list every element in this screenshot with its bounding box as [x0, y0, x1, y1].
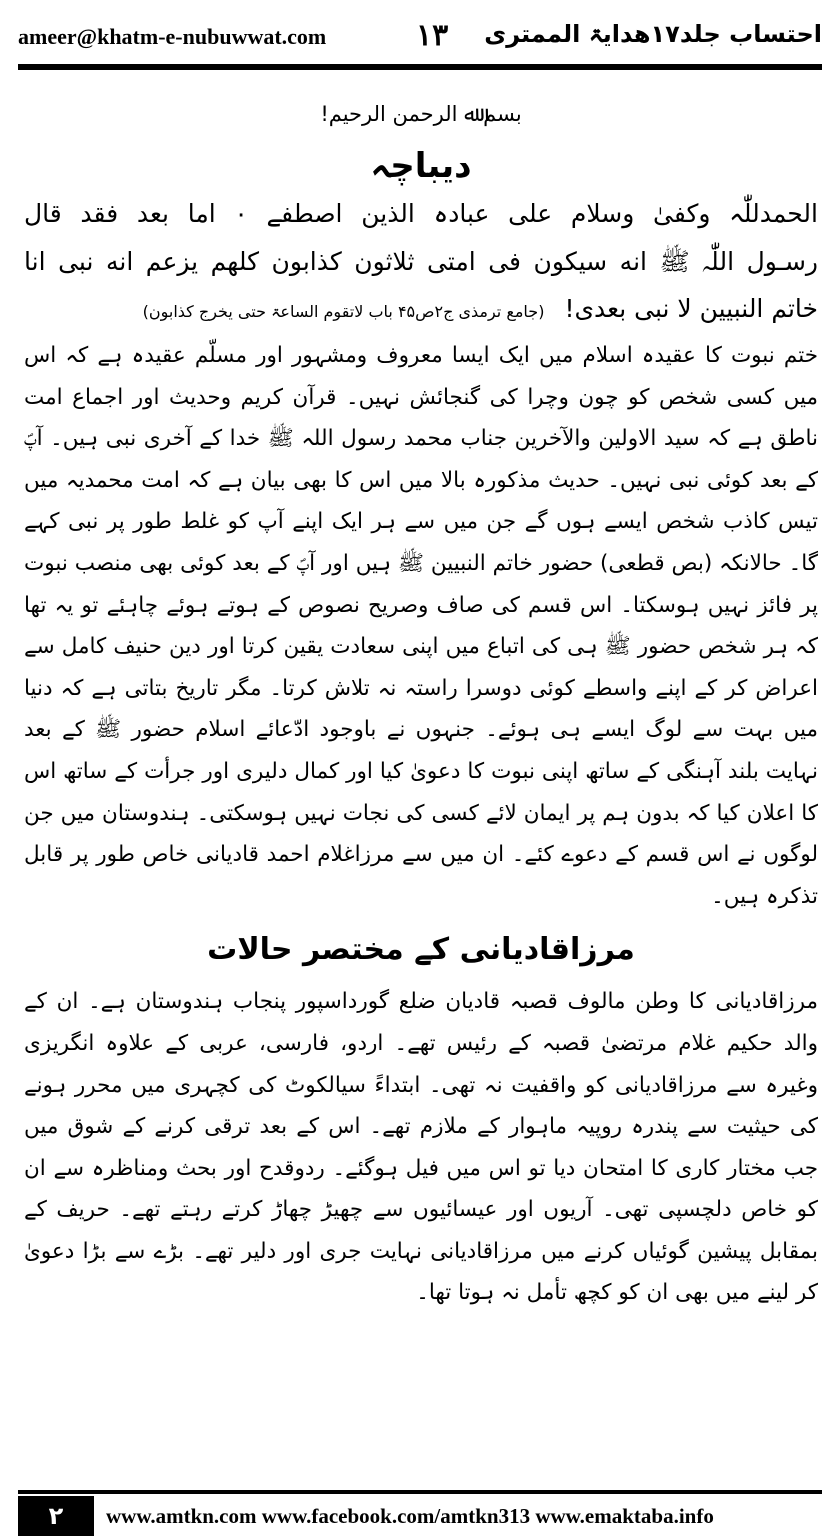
footer-rule: [18, 1490, 822, 1494]
page-title: دیباچہ: [370, 146, 472, 186]
section-subtitle: مرزاقادیانی کے مختصر حالات: [207, 932, 635, 968]
header-book-title: احتساب جلد۱۷ھدایۃ الممتری: [484, 20, 822, 48]
arabic-line-3: [24, 286, 818, 335]
hadith-reference: (جامع ترمذی ج۲ص۴۵ باب لاتقوم الساعۃ حتی یخرج کذابون): [142, 302, 545, 321]
paragraph-khatm-e-nubuwwat: ختم نبوت کا عقیدہ اسلام میں ایک ایسا معروف ومشہور اور مسلّم عقیدہ ہے کہ اس میں کسی شخص کو چون وچرا کی گنجائش نہیں۔ قرآن کریم وحدیث اور اجماع امت ناطق ہے کہ سید الاولین والآخرین جناب محمد رسول اللہ ﷺ خدا کے آخری نبی ہیں۔ آپؐ کے بعد کوئی نبی نہیں۔ حدیث مذکورہ بالا میں اس کا بھی بیان ہے کہ امت محمدیہ میں تیس کاذب شخص ایسے ہوں گے جن میں سے ہر ایک اپنے آپ کو غلط طور پر نبی کہے گا۔ حالانکہ (بص قطعی) حضور خاتم النبیین ﷺ ہیں اور آپؐ کے بعد کوئی بھی منصب نبوت پر فائز نہیں ہوسکتا۔ اس قسم کی صاف وصریح نصوص کے ہوتے ہوئے چاہئے تو یہ تھا کہ ہر شخص حضور ﷺ ہی کی اتباع میں اپنی سعادت یقین کرتا اور دین حنیف کامل سے اعراض کر کے اپنے واسطے کوئی دوسرا راستہ نہ تلاش کرتا۔ مگر تاریخ بتاتی ہے کہ دنیا میں بہت سے لوگ ایسے ہی ہوئے۔ جنہوں نے باوجود ادّعائے اسلام حضور ﷺ کے بعد نہایت بلند آہنگی کے ساتھ اپنی نبوت کا دعویٰ کیا اور کمال دلیری اور جرأت کے ساتھ اس کا اعلان کیا کہ بدون ہم پر ایمان لائے کسی کی نجات نہیں ہوسکتی۔ ہندوستان میں جن لوگوں نے اس قسم کے دعوے کئے۔ ان میں سے مرزاغلام احمد قادیانی خاص طور پر قابل تذکرہ ہیں۔: [24, 343, 818, 909]
paragraph-mirza-biography: مرزاقادیانی کا وطن مالوف قصبہ قادیان ضلع گورداسپور پنجاب ہندوستان ہے۔ ان کے والد حکیم غلام مرتضیٰ قصبہ کے رئیس تھے۔ اردو، فارسی، عربی کے علاوہ انگریزی وغیرہ سے مرزاقادیانی کو واقفیت نہ تھی۔ ابتداءً سیالکوٹ کی کچہری میں محرر ہونے کی حیثیت سے پندرہ روپیہ ماہوار کے ملازم تھے۔ اس کے بعد ترقی کرنے کے شوق میں جب مختار کاری کا امتحان دیا تو اس میں فیل ہوگئے۔ ردوقدح اور بحث ومناظرہ سے ان کو خاص دلچسپی تھی۔ آریوں اور عیسائیوں سے چھیڑ چھاڑ کرتے رہتے تھے۔ حریف کے بمقابل پیشین گوئیاں کرنے میں مرزاقادیانی نہایت جری اور دلیر تھے۔ بڑے سے بڑا دعویٰ کر لینے میں بھی ان کو کچھ تأمل نہ ہوتا تھا۔: [24, 989, 818, 1306]
footer-page-number: ۲: [18, 1496, 94, 1536]
page-header: [18, 18, 822, 60]
header-rule: [18, 64, 822, 70]
page-content: [24, 96, 818, 1314]
arabic-line-2: رسـول اللّٰہ ﷺ انه سیکون فی امتی ثلاثون کذابون کلهم یزعم انه نبی انا: [24, 247, 818, 276]
bismillah: بسم ﷲ الرحمن الرحیم!: [320, 102, 522, 126]
arabic-line-1: الحمدللّٰہ وکفیٰ وسلام علی عبادہ الذین اصطفے ۰ اما بعد فقد قال: [24, 199, 818, 228]
arabic-line-3-text: خاتم النبیین لا نبی بعدی!: [564, 294, 818, 323]
header-email: ameer@khatm-e-nubuwwat.com: [18, 24, 327, 49]
footer-website-links: www.amtkn.com www.facebook.com/amtkn313 www.emaktaba.info: [106, 1504, 714, 1528]
header-page-number: ۱۳: [416, 18, 449, 53]
